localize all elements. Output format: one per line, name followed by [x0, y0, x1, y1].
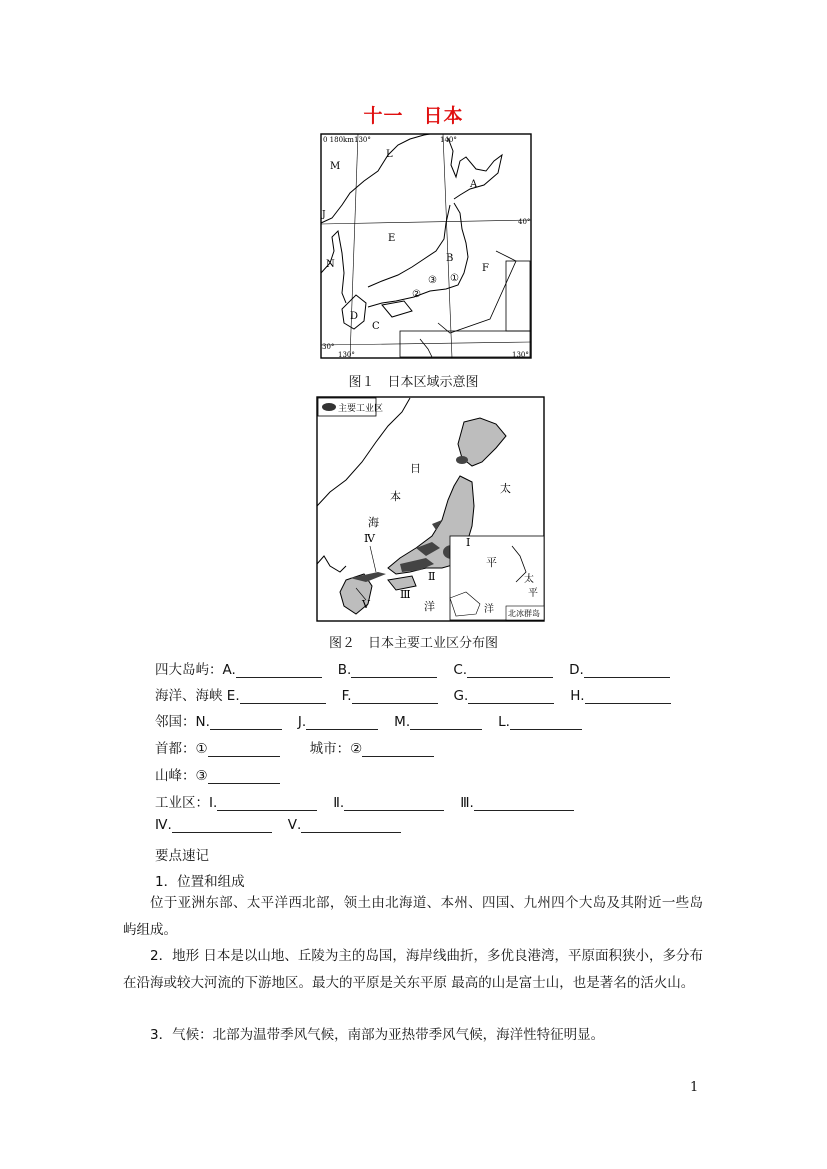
blank-label: H.: [570, 688, 585, 704]
blank-line[interactable]: [306, 715, 378, 730]
svg-text:140°: 140°: [440, 136, 457, 144]
svg-text:N: N: [326, 259, 335, 270]
page-title: 十一 日本: [363, 105, 464, 127]
region-label-4: Ⅳ: [364, 532, 375, 545]
row-prefix: 海洋、海峡: [155, 688, 223, 704]
blank-label: E.: [226, 688, 240, 704]
svg-text:0 180km: 0 180km: [323, 136, 354, 144]
blank-line[interactable]: [584, 663, 670, 678]
fill-row-capital: [155, 737, 434, 757]
blank-label: C.: [453, 662, 468, 678]
svg-text:②: ②: [412, 289, 421, 300]
fill-row-islands: [155, 658, 670, 678]
row-prefix: 山峰：: [155, 768, 196, 784]
blank-line[interactable]: [467, 663, 553, 678]
region-label-3: Ⅲ: [400, 588, 411, 601]
blank-label: B.: [337, 662, 352, 678]
blank-line[interactable]: [210, 715, 282, 730]
blank-line[interactable]: [217, 796, 317, 811]
blank-label: Ⅱ.: [333, 795, 345, 811]
svg-text:F: F: [482, 263, 489, 274]
fill-row-neighbors: [155, 710, 582, 730]
blank-label: ①: [195, 741, 208, 757]
blank-label: G.: [453, 688, 469, 704]
blank-label: D.: [569, 662, 584, 678]
blank-line[interactable]: [468, 689, 554, 704]
sea-char-2: 本: [390, 490, 401, 503]
blank-line[interactable]: [301, 818, 401, 833]
row-prefix: 首都：: [155, 741, 196, 757]
svg-text:C: C: [372, 321, 380, 332]
inset-char-1: 太: [524, 574, 534, 585]
svg-text:J: J: [322, 210, 326, 220]
row-prefix: 邻国：: [155, 714, 196, 730]
blank-label: Ⅳ.: [155, 817, 172, 833]
blank-line[interactable]: [172, 818, 272, 833]
point-3-text: 3．气候：北部为温带季风气候，南部为亚热带季风气候，海洋性特征明显。: [150, 1027, 605, 1043]
svg-text:40°: 40°: [518, 218, 531, 226]
svg-text:130°: 130°: [512, 351, 529, 359]
point-2-text: 2．地形 日本是以山地、丘陵为主的岛国，海岸线曲折，多优良港湾，平原面积狭小，多分布在沿海或较大河流的下游地区。最大的平原是关东平原 最高的山是富士山，也是著名的活火山。: [123, 948, 703, 991]
point-1-heading: 1．位置和组成: [155, 874, 245, 890]
svg-text:③: ③: [428, 275, 437, 286]
svg-text:130°: 130°: [354, 136, 371, 144]
ocean-char-2: 平: [486, 556, 497, 569]
blank-line[interactable]: [351, 663, 437, 678]
blank-label: L.: [498, 714, 510, 730]
sea-char-3: 海: [368, 516, 379, 529]
svg-text:E: E: [388, 233, 396, 244]
figure1-caption: 图１ 日本区域示意图: [348, 375, 479, 390]
inset-label: 北冰群岛: [508, 609, 540, 618]
svg-text:①: ①: [450, 273, 459, 284]
ocean-char-1: 太: [500, 482, 511, 495]
region-label-2: Ⅱ: [428, 570, 436, 583]
page-number: 1: [690, 1080, 699, 1095]
figure2-caption: 图２ 日本主要工业区分布图: [328, 636, 498, 651]
japan-industry-map: [316, 396, 545, 622]
svg-text:L: L: [386, 149, 393, 160]
inset-char-3: 洋: [484, 604, 494, 615]
region-label-1: Ⅰ: [466, 536, 471, 549]
svg-text:D: D: [350, 311, 359, 322]
svg-text:30°: 30°: [322, 343, 335, 351]
blank-line[interactable]: [344, 796, 444, 811]
blank-label: 城市：②: [309, 741, 363, 757]
blank-label: J.: [297, 714, 307, 730]
japan-region-map: [320, 133, 532, 359]
blank-line[interactable]: [474, 796, 574, 811]
blank-line[interactable]: [410, 715, 482, 730]
inset-char-2: 平: [528, 588, 538, 599]
fill-row-peak: [155, 764, 280, 784]
sea-char-1: 日: [410, 462, 421, 475]
blank-line[interactable]: [208, 769, 280, 784]
blank-label: F.: [341, 688, 352, 704]
blank-label: Ⅰ.: [209, 795, 218, 811]
point-1-text: 位于亚洲东部、太平洋西北部，领土由北海道、本州、四国、九州四个大岛及其附近一些岛屿组成。: [123, 895, 703, 938]
region-label-5: Ⅴ: [362, 598, 370, 611]
fill-row-seas: [155, 684, 671, 704]
svg-text:130°: 130°: [338, 351, 355, 359]
row-prefix: 四大岛屿：: [155, 662, 223, 678]
blank-label: Ⅴ.: [287, 817, 302, 833]
svg-text:B: B: [446, 253, 454, 264]
blank-line[interactable]: [585, 689, 671, 704]
blank-label: Ⅲ.: [460, 795, 474, 811]
fill-row-industry-2: [155, 817, 401, 833]
section-heading: 要点速记: [155, 848, 209, 864]
blank-line[interactable]: [240, 689, 326, 704]
blank-label: N.: [195, 714, 210, 730]
blank-line[interactable]: [236, 663, 322, 678]
row-prefix: 工业区：: [155, 795, 209, 811]
blank-line[interactable]: [208, 742, 280, 757]
blank-label: M.: [394, 714, 411, 730]
ocean-char-3: 洋: [424, 600, 435, 613]
blank-line[interactable]: [352, 689, 438, 704]
blank-line[interactable]: [362, 742, 434, 757]
blank-label: A.: [222, 662, 236, 678]
svg-text:M: M: [330, 161, 341, 172]
svg-text:A: A: [470, 179, 478, 190]
legend-label: 主要工业区: [338, 404, 384, 414]
fill-row-industry: [155, 791, 574, 811]
blank-line[interactable]: [510, 715, 582, 730]
blank-label: ③: [195, 768, 208, 784]
